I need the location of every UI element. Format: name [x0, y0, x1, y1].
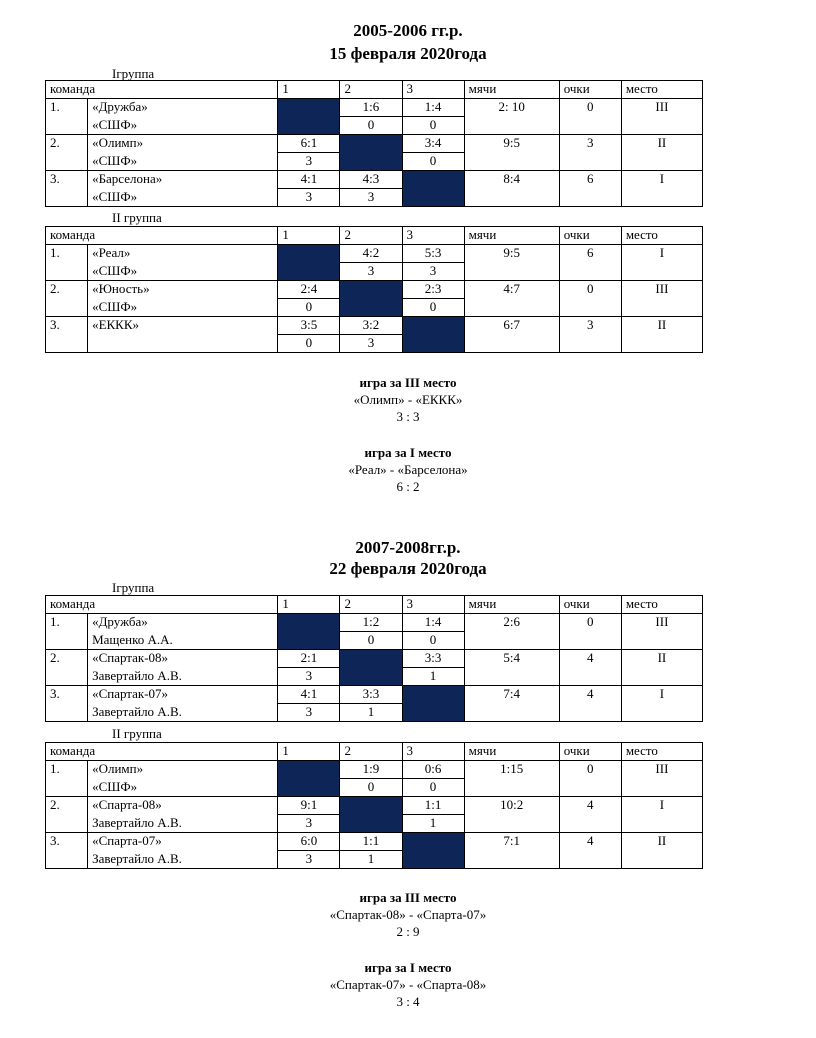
match-points: 3 [278, 189, 340, 207]
self-match-cell [402, 686, 464, 722]
group-label: II группа [112, 726, 162, 741]
place: II [621, 317, 702, 353]
team-name: «Спарта-08» [88, 797, 278, 815]
section-title-date: 15 февраля 2020года [329, 44, 487, 63]
team-coach: «СШФ» [88, 189, 278, 207]
column-header: 1 [278, 81, 340, 99]
column-header: команда [46, 227, 278, 245]
match-points: 1 [402, 668, 464, 686]
match-points: 3 [278, 704, 340, 722]
match-points: 0 [278, 299, 340, 317]
column-header: мячи [464, 227, 559, 245]
match-points: 3 [278, 851, 340, 869]
final-match-score: 2 : 9 [396, 924, 420, 939]
standings-table [45, 226, 703, 353]
match-score: 2:1 [278, 650, 340, 668]
team-name: «Дружба» [88, 99, 278, 117]
self-match-cell [340, 650, 402, 686]
final-match-title: игра за III место [359, 375, 457, 390]
self-match-cell [402, 171, 464, 207]
match-points: 0 [278, 335, 340, 353]
table-row [46, 833, 703, 851]
final-match-teams: «Олимп» - «ЕККК» [353, 392, 463, 407]
column-header: место [621, 596, 702, 614]
team-coach: «СШФ» [88, 779, 278, 797]
standings-table [45, 80, 703, 207]
team-name: «Спарта-07» [88, 833, 278, 851]
team-name: «Юность» [88, 281, 278, 299]
goals-total: 5:4 [464, 650, 559, 686]
match-points: 3 [278, 668, 340, 686]
match-score: 1:4 [402, 99, 464, 117]
goals-total: 9:5 [464, 135, 559, 171]
table-row [46, 317, 703, 335]
standings-table [45, 595, 703, 722]
final-match-teams: «Спартак-08» - «Спарта-07» [329, 907, 487, 922]
team-coach [88, 335, 278, 353]
match-points: 0 [402, 117, 464, 135]
points-total: 3 [559, 135, 621, 171]
goals-total: 7:1 [464, 833, 559, 869]
place: I [621, 686, 702, 722]
match-score: 1:9 [340, 761, 402, 779]
section-title-years: 2005-2006 гг.р. [353, 21, 463, 40]
match-points: 0 [402, 299, 464, 317]
table-row [46, 171, 703, 189]
table-row [46, 761, 703, 779]
match-score: 4:1 [278, 171, 340, 189]
column-header: место [621, 743, 702, 761]
team-coach: Завертайло А.В. [88, 668, 278, 686]
points-total: 0 [559, 614, 621, 650]
final-match [0, 444, 816, 495]
standings-table [45, 742, 703, 869]
match-score: 3:3 [402, 650, 464, 668]
team-name: «Спартак-07» [88, 686, 278, 704]
match-points: 3 [340, 189, 402, 207]
goals-total: 8:4 [464, 171, 559, 207]
column-header: команда [46, 596, 278, 614]
match-score: 1:2 [340, 614, 402, 632]
self-match-cell [278, 614, 340, 650]
final-match-title: игра за I место [364, 960, 452, 975]
final-match-score: 3 : 4 [396, 994, 420, 1009]
column-header: мячи [464, 596, 559, 614]
match-score: 4:1 [278, 686, 340, 704]
table-row [46, 614, 703, 632]
match-score: 1:6 [340, 99, 402, 117]
column-header: 2 [340, 227, 402, 245]
points-total: 0 [559, 99, 621, 135]
column-header: очки [559, 596, 621, 614]
place: II [621, 833, 702, 869]
column-header: 3 [402, 81, 464, 99]
match-points: 1 [340, 851, 402, 869]
team-coach: «СШФ» [88, 299, 278, 317]
match-points: 1 [340, 704, 402, 722]
column-header: место [621, 81, 702, 99]
team-number: 3. [46, 171, 88, 207]
place: I [621, 797, 702, 833]
points-total: 0 [559, 761, 621, 797]
points-total: 4 [559, 650, 621, 686]
team-number: 1. [46, 99, 88, 135]
column-header: 1 [278, 596, 340, 614]
team-name: «Дружба» [88, 614, 278, 632]
team-number: 1. [46, 761, 88, 797]
points-total: 4 [559, 686, 621, 722]
group-label: Iгруппа [112, 580, 155, 595]
goals-total: 7:4 [464, 686, 559, 722]
section-title-date: 22 февраля 2020года [329, 559, 487, 578]
team-name: «Реал» [88, 245, 278, 263]
self-match-cell [340, 281, 402, 317]
match-score: 4:2 [340, 245, 402, 263]
match-points: 0 [402, 779, 464, 797]
team-coach: Завертайло А.В. [88, 815, 278, 833]
table-row [46, 797, 703, 815]
match-points: 0 [340, 632, 402, 650]
column-header: 3 [402, 743, 464, 761]
place: II [621, 650, 702, 686]
match-score: 3:3 [340, 686, 402, 704]
column-header: очки [559, 227, 621, 245]
team-name: «Спартак-08» [88, 650, 278, 668]
team-number: 2. [46, 281, 88, 317]
place: III [621, 281, 702, 317]
self-match-cell [340, 797, 402, 833]
match-score: 1:1 [340, 833, 402, 851]
place: III [621, 99, 702, 135]
team-name: «Олимп» [88, 761, 278, 779]
match-score: 9:1 [278, 797, 340, 815]
column-header: мячи [464, 743, 559, 761]
column-header: 3 [402, 596, 464, 614]
place: II [621, 135, 702, 171]
match-points: 3 [278, 153, 340, 171]
match-points: 1 [402, 815, 464, 833]
match-score: 2:3 [402, 281, 464, 299]
self-match-cell [278, 761, 340, 797]
column-header: место [621, 227, 702, 245]
final-match [0, 889, 816, 940]
self-match-cell [402, 833, 464, 869]
match-score: 2:4 [278, 281, 340, 299]
self-match-cell [278, 99, 340, 135]
match-points: 3 [278, 815, 340, 833]
final-match-teams: «Спартак-07» - «Спарта-08» [329, 977, 487, 992]
group-label: II группа [112, 210, 162, 225]
final-match-title: игра за I место [364, 445, 452, 460]
match-score: 0:6 [402, 761, 464, 779]
goals-total: 2:6 [464, 614, 559, 650]
match-points: 3 [340, 263, 402, 281]
team-coach: Мащенко А.А. [88, 632, 278, 650]
place: III [621, 614, 702, 650]
table-row [46, 650, 703, 668]
goals-total: 9:5 [464, 245, 559, 281]
match-score: 5:3 [402, 245, 464, 263]
match-points: 0 [402, 632, 464, 650]
goals-total: 2: 10 [464, 99, 559, 135]
column-header: 2 [340, 596, 402, 614]
points-total: 0 [559, 281, 621, 317]
place: I [621, 171, 702, 207]
final-match [0, 374, 816, 425]
points-total: 4 [559, 833, 621, 869]
goals-total: 4:7 [464, 281, 559, 317]
team-name: «ЕККК» [88, 317, 278, 335]
match-points: 0 [340, 779, 402, 797]
team-coach: Завертайло А.В. [88, 851, 278, 869]
team-number: 3. [46, 686, 88, 722]
column-header: команда [46, 81, 278, 99]
self-match-cell [278, 245, 340, 281]
self-match-cell [402, 317, 464, 353]
column-header: 2 [340, 81, 402, 99]
points-total: 6 [559, 245, 621, 281]
table-row [46, 686, 703, 704]
table-header-row [46, 81, 703, 99]
match-points: 3 [340, 335, 402, 353]
team-number: 1. [46, 614, 88, 650]
team-number: 1. [46, 245, 88, 281]
final-match-score: 6 : 2 [396, 479, 420, 494]
match-score: 3:4 [402, 135, 464, 153]
points-total: 6 [559, 171, 621, 207]
points-total: 3 [559, 317, 621, 353]
table-row [46, 135, 703, 153]
match-score: 3:5 [278, 317, 340, 335]
team-coach: «СШФ» [88, 263, 278, 281]
team-number: 2. [46, 650, 88, 686]
table-row [46, 281, 703, 299]
table-header-row [46, 596, 703, 614]
section-title-years: 2007-2008гг.р. [355, 538, 461, 557]
match-points: 0 [340, 117, 402, 135]
match-points: 0 [402, 153, 464, 171]
place: I [621, 245, 702, 281]
final-match-score: 3 : 3 [396, 409, 420, 424]
column-header: 1 [278, 743, 340, 761]
table-header-row [46, 227, 703, 245]
match-points: 3 [402, 263, 464, 281]
column-header: мячи [464, 81, 559, 99]
team-number: 3. [46, 833, 88, 869]
match-score: 6:0 [278, 833, 340, 851]
group-label: Iгруппа [112, 66, 155, 81]
match-score: 1:4 [402, 614, 464, 632]
team-number: 2. [46, 135, 88, 171]
points-total: 4 [559, 797, 621, 833]
team-name: «Барселона» [88, 171, 278, 189]
team-name: «Олимп» [88, 135, 278, 153]
team-coach: «СШФ» [88, 117, 278, 135]
table-row [46, 245, 703, 263]
column-header: очки [559, 743, 621, 761]
team-number: 2. [46, 797, 88, 833]
match-score: 4:3 [340, 171, 402, 189]
final-match [0, 959, 816, 1010]
column-header: 1 [278, 227, 340, 245]
table-header-row [46, 743, 703, 761]
self-match-cell [340, 135, 402, 171]
goals-total: 1:15 [464, 761, 559, 797]
goals-total: 6:7 [464, 317, 559, 353]
team-coach: «СШФ» [88, 153, 278, 171]
column-header: 2 [340, 743, 402, 761]
team-coach: Завертайло А.В. [88, 704, 278, 722]
column-header: 3 [402, 227, 464, 245]
final-match-title: игра за III место [359, 890, 457, 905]
column-header: команда [46, 743, 278, 761]
match-score: 1:1 [402, 797, 464, 815]
match-score: 3:2 [340, 317, 402, 335]
place: III [621, 761, 702, 797]
table-row [46, 99, 703, 117]
goals-total: 10:2 [464, 797, 559, 833]
team-number: 3. [46, 317, 88, 353]
match-score: 6:1 [278, 135, 340, 153]
final-match-teams: «Реал» - «Барселона» [348, 462, 468, 477]
column-header: очки [559, 81, 621, 99]
